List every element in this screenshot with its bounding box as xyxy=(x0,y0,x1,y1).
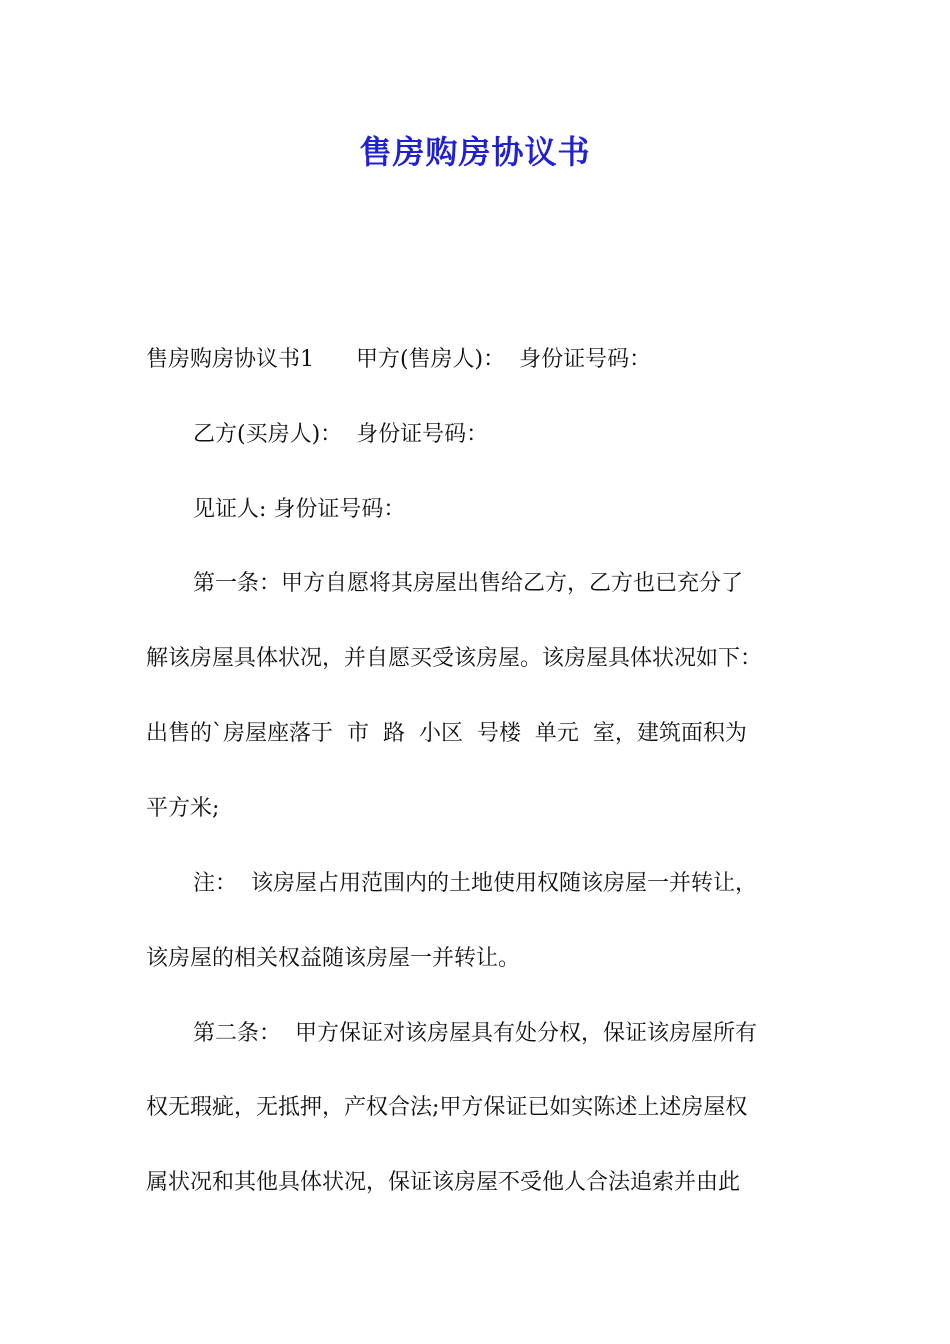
paragraph-line: 该房屋的相关权益随该房屋一并转让。 xyxy=(146,946,521,971)
paragraph-line: 出售的`房屋座落于 市 路 小区 号楼 单元 室，建筑面积为 xyxy=(146,721,747,746)
paragraph-line: 解该房屋具体状况，并自愿买受该房屋。该房屋具体状况如下： xyxy=(146,646,763,671)
paragraph-line: 乙方(买房人)： 身份证号码： xyxy=(193,422,489,447)
paragraph-line: 见证人: 身份证号码： xyxy=(193,497,406,522)
paragraph-line: 售房购房协议书1 甲方(售房人)： 身份证号码： xyxy=(146,347,652,372)
paragraph-line: 注： 该房屋占用范围内的土地使用权随该房屋一并转让， xyxy=(193,871,757,896)
paragraph-line: 属状况和其他具体状况，保证该房屋不受他人合法追索并由此 xyxy=(146,1170,741,1195)
document-title: 售房购房协议书 xyxy=(359,133,591,171)
paragraph-line: 第二条： 甲方保证对该房屋具有处分权，保证该房屋所有 xyxy=(193,1021,757,1046)
paragraph-line: 平方米; xyxy=(146,796,220,821)
paragraph-line: 权无瑕疵，无抵押，产权合法;甲方保证已如实陈述上述房屋权 xyxy=(146,1095,748,1120)
paragraph-line: 第一条：甲方自愿将其房屋出售给乙方，乙方也已充分了 xyxy=(193,571,744,596)
